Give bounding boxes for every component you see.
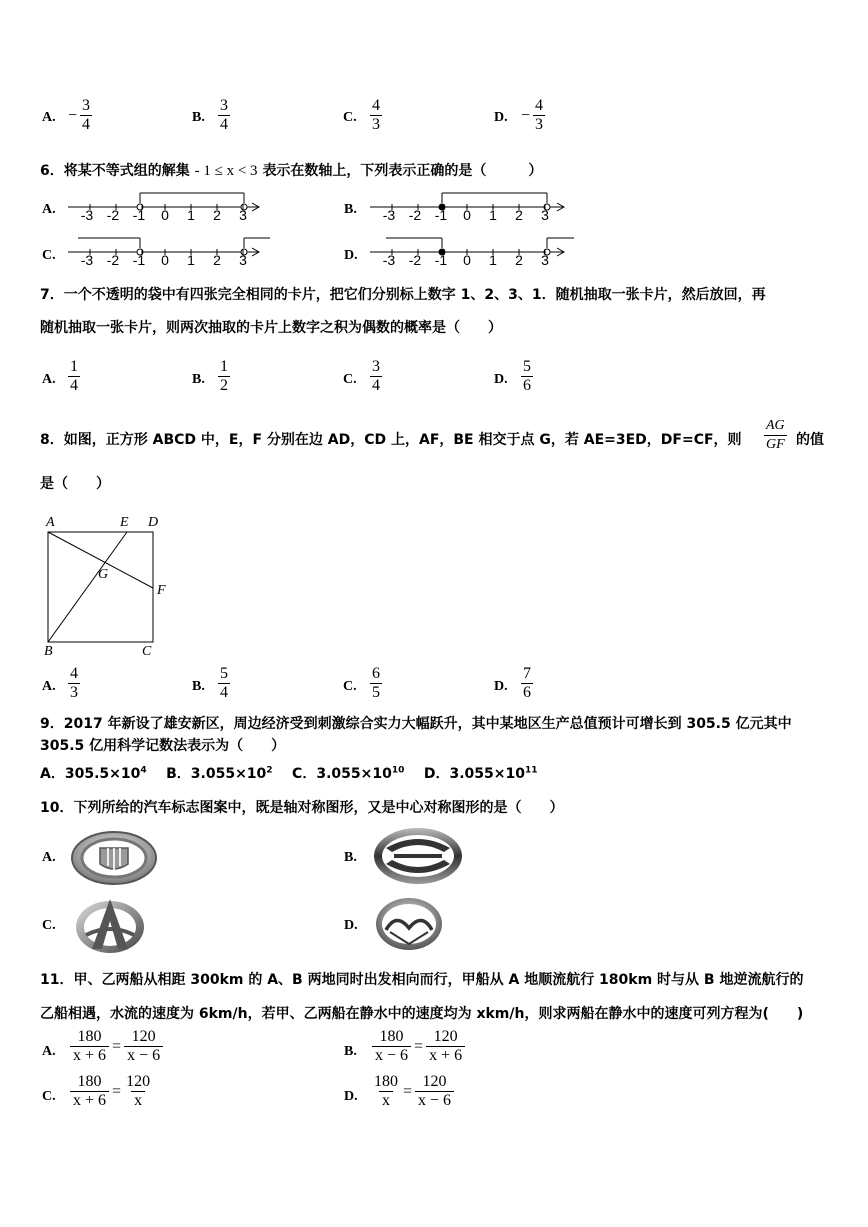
q10-option-c-label: C. — [42, 918, 56, 933]
label-e: E — [120, 515, 129, 530]
label-a: A — [46, 515, 55, 530]
q6-tick-label-c: 0 — [161, 252, 169, 268]
square-abcd — [48, 532, 153, 642]
q7-option-c-label: C. — [343, 372, 357, 387]
q6-option-a-label: A. — [42, 202, 56, 217]
q11-option-a-label: A. — [42, 1044, 56, 1059]
q8-line1: 8．如图，正方形 ABCD 中，E，F 分别在边 AD，CD 上，AF，BE 相交于点 G，若 AE=3ED，DF=CF，则 — [40, 432, 742, 448]
q7-line2: 随机抽取一张卡片，则两次抽取的卡片上数字之积为偶数的概率是（ ） — [40, 320, 502, 336]
label-f: F — [157, 583, 166, 598]
q11-option-a-equation: $\frac{180}{x + 6}$ = $\frac{120}{x - 6}$ — [70, 1028, 163, 1065]
q5-option-a-fraction: − $\frac{3}{4}$ — [68, 97, 91, 133]
q6-tick-label-a: 1 — [187, 207, 195, 223]
q10-option-b-label: B. — [344, 850, 357, 865]
q6-tick-label-b: -2 — [408, 207, 422, 223]
great-wall-logo-icon — [70, 830, 158, 886]
q6-tick-label-d: 3 — [541, 252, 549, 268]
q8-option-c-label: C. — [343, 679, 357, 694]
q5-option-b-label: B. — [192, 110, 205, 125]
q11-option-d-equation: $\frac{180}{x}$ = $\frac{120}{x - 6}$ — [372, 1073, 454, 1110]
q5-option-d-label: D. — [494, 110, 508, 125]
q9-option-c: C．$3.055\times 10^{10}$ — [292, 765, 405, 782]
q11-option-c-equation: $\frac{180}{x + 6}$ = $\frac{120}{x}$ — [70, 1073, 152, 1110]
q6-tick-label-a: 3 — [239, 207, 247, 223]
q10-option-a-label: A. — [42, 850, 56, 865]
q6-tick-label-a: -1 — [132, 207, 146, 223]
label-g: G — [98, 567, 109, 582]
q11-line1: 11．甲、乙两船从相距 300km 的 A、B 两地同时出发相向而行，甲船从 A 地顺流航行 180km 时与从 B 地逆流航行的 — [40, 972, 804, 988]
q6-tick-label-c: -1 — [132, 252, 146, 268]
q8-line2: 是（ ） — [40, 476, 110, 492]
q8-option-a-label: A. — [42, 679, 56, 694]
q6-tick-label-a: 0 — [161, 207, 169, 223]
q9-options — [40, 763, 538, 783]
q6-option-c-label: C. — [42, 248, 56, 263]
q6-tick-label-c: -2 — [106, 252, 120, 268]
q6-tick-label-b: 0 — [463, 207, 471, 223]
q11-option-b-equation: $\frac{180}{x - 6}$ = $\frac{120}{x + 6}$ — [372, 1028, 465, 1065]
q11-line2: 乙船相遇，水流的速度为 6km/h，若甲、乙两船在静水中的速度均为 xkm/h，则求两船在静水中的速度可列方程为( ) — [40, 1006, 804, 1022]
q6-tick-label-a: -3 — [80, 207, 94, 223]
q5-option-c-fraction: 4 3 — [372, 97, 380, 133]
q7-line1: 7．一个不透明的袋中有四张完全相同的卡片，把它们分别标上数字 1、2、3、1．随机抽取一张卡片，然后放回，再 — [40, 287, 766, 303]
label-d: D — [148, 515, 159, 530]
q5-option-c-label: C. — [343, 110, 357, 125]
label-c: C — [142, 644, 152, 659]
q11-option-b-label: B. — [344, 1044, 357, 1059]
segment-be — [48, 532, 127, 642]
q5-option-d-fraction: − $\frac{4}{3}$ — [521, 97, 544, 133]
q11-option-c-label: C. — [42, 1089, 56, 1104]
q8-option-c-fraction: 6 5 — [372, 665, 380, 701]
q9-line2: 305.5 亿用科学记数法表示为（ ） — [40, 738, 286, 754]
q6-tick-label-b: 3 — [541, 207, 549, 223]
q9-line1: 9．2017 年新设了雄安新区，周边经济受到刺激综合实力大幅跃升，其中某地区生产总值预计可增长到 305.5 亿元其中 — [40, 716, 792, 732]
q10-line1: 10．下列所给的汽车标志图案中，既是轴对称图形，又是中心对称图形的是（ ） — [40, 800, 564, 816]
q6-option-b-label: B. — [344, 202, 357, 217]
q8-option-b-label: B. — [192, 679, 205, 694]
q8-option-d-label: D. — [494, 679, 508, 694]
q8-line1-end: 的值 — [796, 432, 824, 448]
q6-tick-label-d: 1 — [489, 252, 497, 268]
q6-number-lines — [0, 0, 868, 290]
q6-tick-label-c: -3 — [80, 252, 94, 268]
q6-tick-label-a: 2 — [213, 207, 221, 223]
q8-option-d-fraction: 7 6 — [523, 665, 531, 701]
q6-tick-label-c: 3 — [239, 252, 247, 268]
q8-ratio-fraction: AG GF — [766, 418, 785, 452]
q7-option-a-fraction: 1 4 — [70, 358, 78, 394]
q6-tick-label-a: -2 — [106, 207, 120, 223]
q6-question: 6．将某不等式组的解集 - 1 ≤ x < 3 表示在数轴上，下列表示正确的是（ ） — [40, 163, 543, 179]
q6-tick-label-b: 2 — [515, 207, 523, 223]
q7-option-d-fraction: 5 6 — [523, 358, 531, 394]
q6-tick-label-b: 1 — [489, 207, 497, 223]
q8-square-figure — [40, 510, 180, 660]
q8-option-b-fraction: 5 4 — [220, 665, 228, 701]
q7-option-a-label: A. — [42, 372, 56, 387]
hino-logo-icon — [372, 826, 464, 886]
mazda-logo-icon — [374, 896, 444, 952]
q7-option-b-label: B. — [192, 372, 205, 387]
q6-tick-label-d: 0 — [463, 252, 471, 268]
q7-option-c-fraction: 3 4 — [372, 358, 380, 394]
changan-logo-icon — [72, 895, 148, 955]
q6-tick-label-d: -1 — [434, 252, 448, 268]
q9-option-b: B．$3.055\times 10^2$ — [166, 765, 273, 782]
q9-option-a: A．$305.5\times 10^4$ — [40, 765, 147, 782]
q6-tick-label-c: 1 — [187, 252, 195, 268]
q8-option-a-fraction: 4 3 — [70, 665, 78, 701]
label-b: B — [44, 644, 53, 659]
q10-option-d-label: D. — [344, 918, 358, 933]
q5-option-a-label: A. — [42, 110, 56, 125]
q6-tick-label-b: -3 — [382, 207, 396, 223]
q11-option-d-label: D. — [344, 1089, 358, 1104]
q7-option-b-fraction: 1 2 — [220, 358, 228, 394]
q6-tick-label-d: 2 — [515, 252, 523, 268]
q6-tick-label-d: -3 — [382, 252, 396, 268]
q7-option-d-label: D. — [494, 372, 508, 387]
q5-option-b-fraction: 3 4 — [220, 97, 228, 133]
q9-option-d: D．$3.055\times 10^{11}$ — [423, 765, 538, 782]
q6-tick-label-b: -1 — [434, 207, 448, 223]
q6-tick-label-d: -2 — [408, 252, 422, 268]
q6-tick-label-c: 2 — [213, 252, 221, 268]
q6-inequality: - 1 ≤ x < 3 — [194, 163, 258, 179]
q6-option-d-label: D. — [344, 248, 358, 263]
